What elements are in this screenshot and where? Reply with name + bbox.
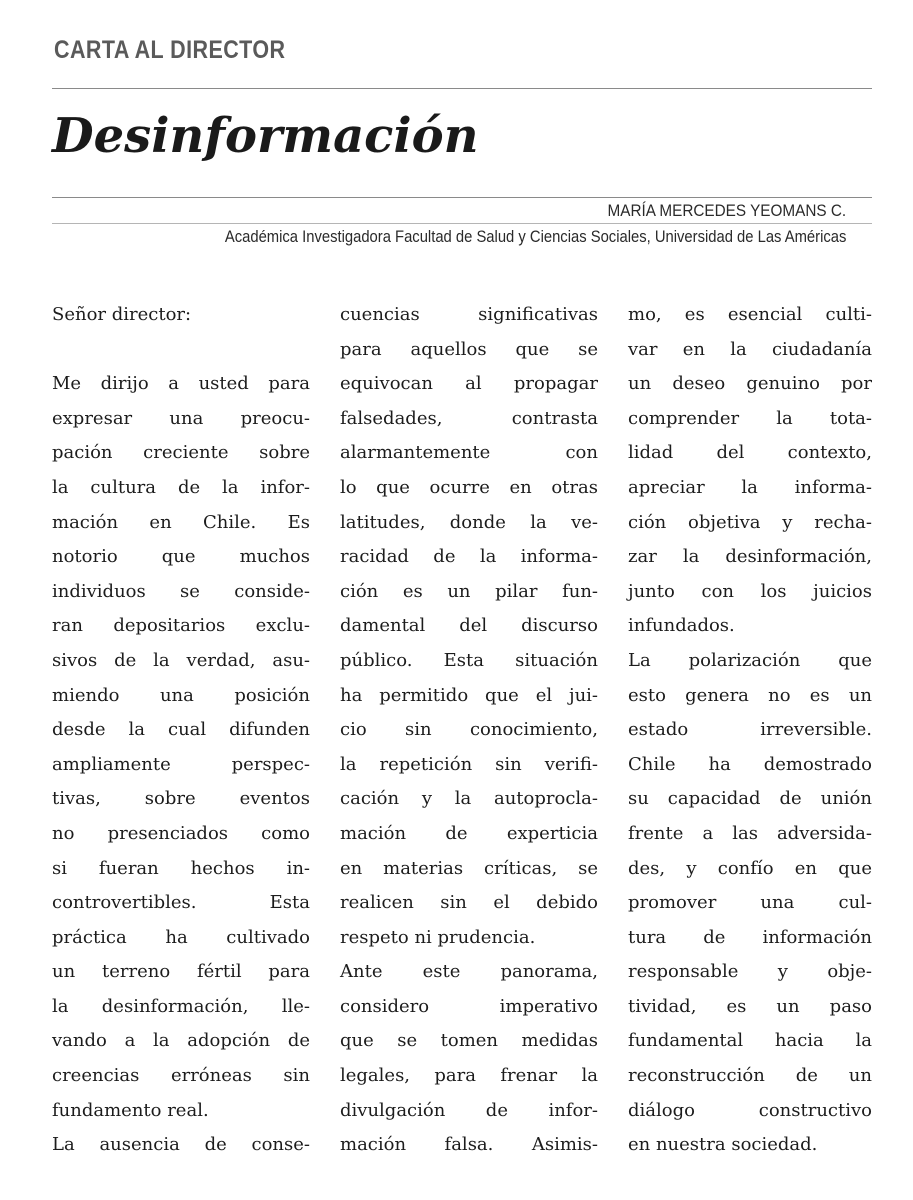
text-line: racidad de la informa- bbox=[340, 546, 598, 568]
byline-divider-bottom bbox=[52, 223, 872, 224]
text-line: ran depositarios exclu- bbox=[52, 615, 310, 637]
headline: Desinformación bbox=[52, 108, 479, 164]
text-line: no presenciados como bbox=[52, 822, 310, 844]
text-line: miendo una posición bbox=[52, 684, 310, 706]
text-line: tividad, es un paso bbox=[628, 995, 872, 1017]
text-line: frente a las adversida- bbox=[628, 822, 872, 844]
text-line: apreciar la informa- bbox=[628, 476, 872, 498]
paragraph-gap bbox=[52, 333, 310, 368]
text-line: Chile ha demostrado bbox=[628, 753, 872, 775]
author-name: MARÍA MERCEDES YEOMANS C. bbox=[607, 201, 846, 220]
text-line: var en la ciudadanía bbox=[628, 338, 872, 360]
text-line: esto genera no es un bbox=[628, 684, 872, 706]
text-line: Señor director: bbox=[52, 304, 192, 325]
text-line: junto con los juicios bbox=[628, 580, 872, 602]
text-line: comprender la tota- bbox=[628, 407, 872, 429]
text-line: infundados. bbox=[628, 615, 735, 637]
text-line: para aquellos que se bbox=[340, 338, 598, 360]
text-line: cio sin conocimiento, bbox=[340, 719, 598, 741]
text-line: expresar una preocu- bbox=[52, 407, 310, 429]
text-line: notorio que muchos bbox=[52, 546, 310, 568]
text-line: tivas, sobre eventos bbox=[52, 788, 310, 810]
text-line: respeto ni prudencia. bbox=[340, 926, 536, 948]
text-line: equivocan al propagar bbox=[340, 373, 598, 395]
top-divider bbox=[52, 88, 872, 89]
byline-divider-top bbox=[52, 197, 872, 198]
text-line: cuencias significativas bbox=[340, 304, 598, 325]
text-line: lo que ocurre en otras bbox=[340, 476, 598, 498]
text-line: sivos de la verdad, asu- bbox=[52, 649, 310, 671]
text-line: mación en Chile. Es bbox=[52, 511, 310, 533]
text-line: damental del discurso bbox=[340, 615, 598, 637]
text-line: divulgación de infor- bbox=[340, 1099, 598, 1121]
text-line: un deseo genuino por bbox=[628, 373, 872, 395]
text-line: La ausencia de conse- bbox=[52, 1134, 310, 1156]
text-line: que se tomen medidas bbox=[340, 1030, 598, 1052]
text-line: responsable y obje- bbox=[628, 961, 872, 983]
text-line: falsedades, contrasta bbox=[340, 407, 598, 429]
text-line: la cultura de la infor- bbox=[52, 476, 310, 498]
text-line: controvertibles. Esta bbox=[52, 892, 310, 914]
text-line: mo, es esencial culti- bbox=[628, 304, 872, 325]
text-line: diálogo constructivo bbox=[628, 1099, 872, 1121]
text-line: un terreno fértil para bbox=[52, 961, 310, 983]
text-line: individuos se conside- bbox=[52, 580, 310, 602]
text-column-2 bbox=[340, 298, 598, 1163]
text-line: alarmantemente con bbox=[340, 442, 598, 464]
text-line: fundamento real. bbox=[52, 1099, 209, 1121]
section-label: CARTA AL DIRECTOR bbox=[54, 36, 286, 64]
text-line: su capacidad de unión bbox=[628, 788, 872, 810]
text-line: zar la desinformación, bbox=[628, 546, 872, 568]
text-line: tura de información bbox=[628, 926, 872, 948]
text-line: considero imperativo bbox=[340, 995, 598, 1017]
text-line: des, y confío en que bbox=[628, 857, 872, 879]
text-line: mación falsa. Asimis- bbox=[340, 1134, 598, 1156]
text-line: desde la cual difunden bbox=[52, 719, 310, 741]
text-line: lidad del contexto, bbox=[628, 442, 872, 464]
text-line: cación y la autoprocla- bbox=[340, 788, 598, 810]
text-line: práctica ha cultivado bbox=[52, 926, 310, 948]
text-line: público. Esta situación bbox=[340, 649, 598, 671]
text-line: pación creciente sobre bbox=[52, 442, 310, 464]
text-line: latitudes, donde la ve- bbox=[340, 511, 598, 533]
text-column-3 bbox=[628, 298, 872, 1163]
text-line: si fueran hechos in- bbox=[52, 857, 310, 879]
text-line: legales, para frenar la bbox=[340, 1065, 598, 1087]
text-line: estado irreversible. bbox=[628, 719, 872, 741]
text-line: ción objetiva y recha- bbox=[628, 511, 872, 533]
text-line: ción es un pilar fun- bbox=[340, 580, 598, 602]
text-line: realicen sin el debido bbox=[340, 892, 598, 914]
text-line: la repetición sin verifi- bbox=[340, 753, 598, 775]
text-line: ha permitido que el jui- bbox=[340, 684, 598, 706]
text-line: en nuestra sociedad. bbox=[628, 1134, 818, 1156]
text-line: ampliamente perspec- bbox=[52, 753, 310, 775]
text-line: mación de experticia bbox=[340, 822, 598, 844]
text-line: La polarización que bbox=[628, 649, 872, 671]
text-line: la desinformación, lle- bbox=[52, 995, 310, 1017]
text-line: en materias críticas, se bbox=[340, 857, 598, 879]
author-affiliation: Académica Investigadora Facultad de Salud y Ciencias Sociales, Universidad de Las Américas bbox=[224, 227, 846, 246]
text-line: vando a la adopción de bbox=[52, 1030, 310, 1052]
text-line: Ante este panorama, bbox=[340, 961, 598, 983]
text-line: promover una cul- bbox=[628, 892, 872, 914]
text-column-1 bbox=[52, 298, 310, 1163]
text-line: Me dirijo a usted para bbox=[52, 373, 310, 395]
text-line: reconstrucción de un bbox=[628, 1065, 872, 1087]
text-line: creencias erróneas sin bbox=[52, 1065, 310, 1087]
text-line: fundamental hacia la bbox=[628, 1030, 872, 1052]
